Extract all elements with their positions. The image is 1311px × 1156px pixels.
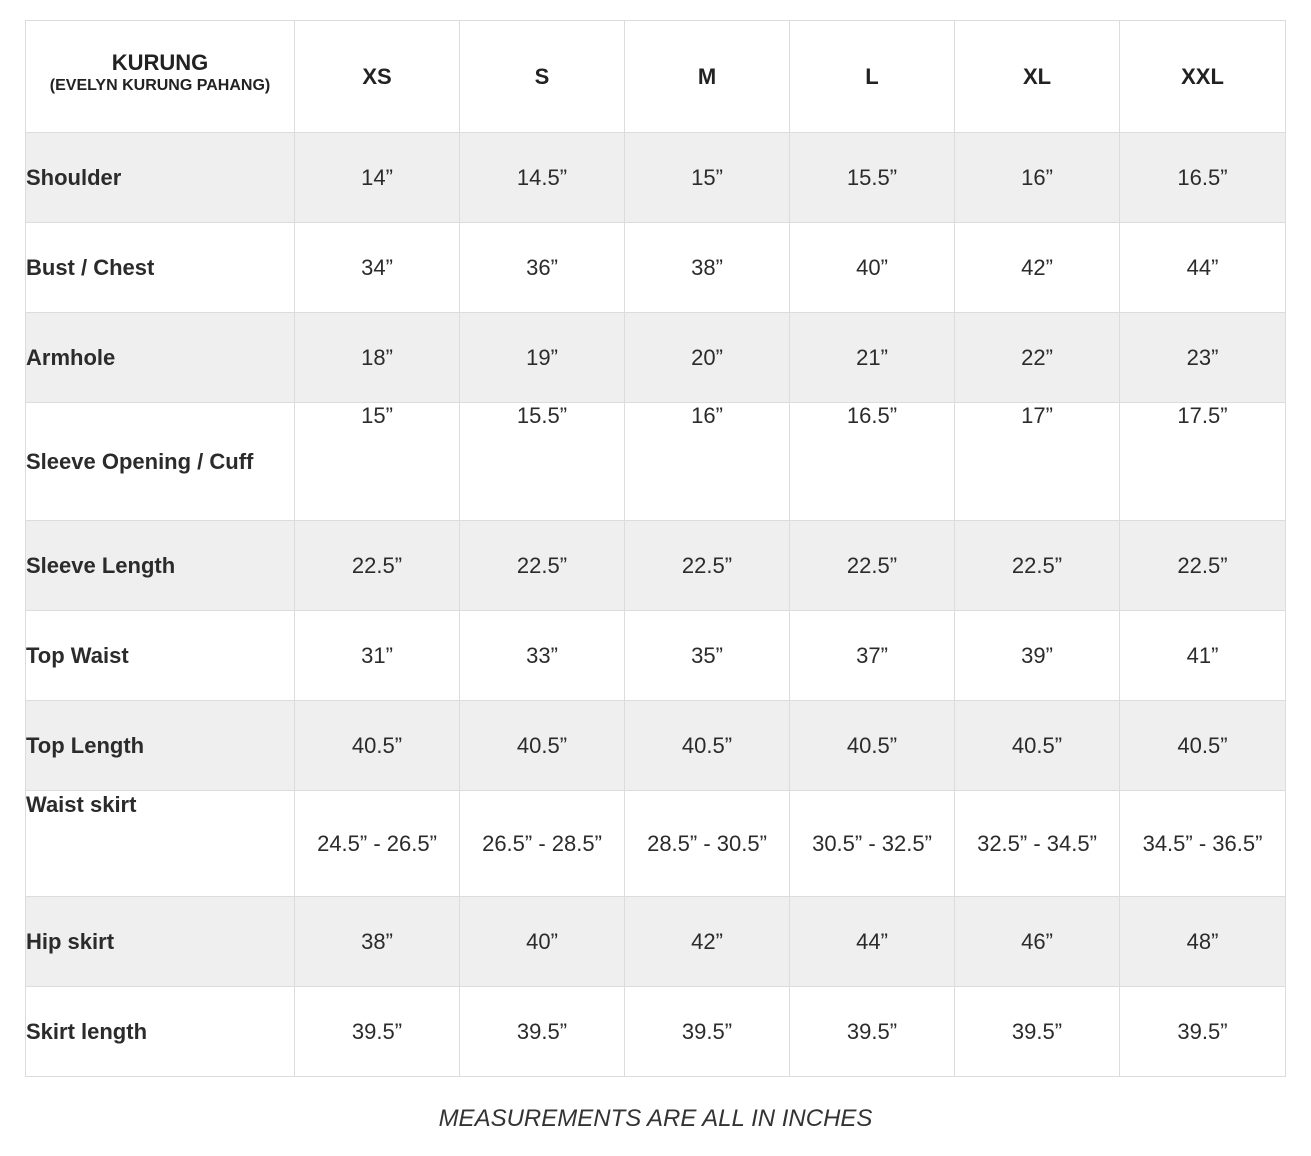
measurement-footnote: MEASUREMENTS ARE ALL IN INCHES (438, 1105, 873, 1132)
table-cell: 40.5” (790, 701, 955, 791)
table-cell: 16” (955, 133, 1120, 223)
table-row-skirt-length (26, 987, 1286, 1077)
table-row-top-length (26, 701, 1286, 791)
row-label: Armhole (26, 313, 295, 403)
table-cell: 19” (460, 313, 625, 403)
table-cell: 23” (1120, 313, 1286, 403)
table-row-waist-skirt (26, 791, 1286, 897)
table-row-hip-skirt (26, 897, 1286, 987)
table-cell: 16.5” (790, 403, 955, 521)
table-cell: 44” (790, 897, 955, 987)
table-cell: 18” (295, 313, 460, 403)
table-cell: 16.5” (1120, 133, 1286, 223)
table-cell: 42” (955, 223, 1120, 313)
table-cell: 16” (625, 403, 790, 521)
table-cell: 40.5” (460, 701, 625, 791)
table-cell: 36” (460, 223, 625, 313)
table-row-sleeve-opening (26, 403, 1286, 521)
table-cell: 38” (295, 897, 460, 987)
size-header-m: M (625, 21, 790, 133)
table-cell: 33” (460, 611, 625, 701)
table-cell: 48” (1120, 897, 1286, 987)
size-header-xl: XL (955, 21, 1120, 133)
row-label: Waist skirt (26, 791, 295, 897)
table-cell: 40” (790, 223, 955, 313)
table-cell: 17” (955, 403, 1120, 521)
table-title: KURUNG (111, 49, 209, 75)
table-cell: 37” (790, 611, 955, 701)
table-cell: 40.5” (955, 701, 1120, 791)
table-cell: 39.5” (1120, 987, 1286, 1077)
table-row-armhole (26, 313, 1286, 403)
table-cell: 35” (625, 611, 790, 701)
table-cell: 42” (625, 897, 790, 987)
table-cell: 39.5” (295, 987, 460, 1077)
size-chart-table (25, 20, 1286, 1077)
row-label: Sleeve Opening / Cuff (26, 403, 295, 521)
table-cell: 32.5” - 34.5” (955, 791, 1120, 897)
table-cell: 14.5” (460, 133, 625, 223)
table-cell: 30.5” - 32.5” (790, 791, 955, 897)
table-cell: 28.5” - 30.5” (625, 791, 790, 897)
table-cell: 20” (625, 313, 790, 403)
table-cell: 44” (1120, 223, 1286, 313)
row-label: Shoulder (26, 133, 295, 223)
table-cell: 22.5” (790, 521, 955, 611)
table-cell: 40” (460, 897, 625, 987)
table-cell: 15.5” (460, 403, 625, 521)
table-cell: 34” (295, 223, 460, 313)
table-cell: 22.5” (295, 521, 460, 611)
row-label: Sleeve Length (26, 521, 295, 611)
size-header-xxl: XXL (1120, 21, 1286, 133)
table-cell: 39.5” (955, 987, 1120, 1077)
table-cell: 15” (295, 403, 460, 521)
table-cell: 17.5” (1120, 403, 1286, 521)
table-row-shoulder (26, 133, 1286, 223)
table-row-bust-chest (26, 223, 1286, 313)
table-cell: 22.5” (460, 521, 625, 611)
row-label: Top Waist (26, 611, 295, 701)
table-cell: 39” (955, 611, 1120, 701)
size-header-l: L (790, 21, 955, 133)
table-cell: 39.5” (625, 987, 790, 1077)
table-cell: 22.5” (955, 521, 1120, 611)
size-header-s: S (460, 21, 625, 133)
table-cell: 24.5” - 26.5” (295, 791, 460, 897)
row-label: Bust / Chest (26, 223, 295, 313)
header-row (26, 21, 1286, 133)
row-label: Skirt length (26, 987, 295, 1077)
table-subtitle: (EVELYN KURUNG PAHANG) (49, 76, 271, 94)
table-cell: 34.5” - 36.5” (1120, 791, 1286, 897)
table-cell: 40.5” (625, 701, 790, 791)
row-label: Hip skirt (26, 897, 295, 987)
table-cell: 15.5” (790, 133, 955, 223)
table-cell: 26.5” - 28.5” (460, 791, 625, 897)
table-cell: 39.5” (790, 987, 955, 1077)
table-cell: 38” (625, 223, 790, 313)
table-cell: 14” (295, 133, 460, 223)
table-cell: 46” (955, 897, 1120, 987)
table-cell: 22” (955, 313, 1120, 403)
table-row-sleeve-length (26, 521, 1286, 611)
table-cell: 41” (1120, 611, 1286, 701)
table-cell: 40.5” (1120, 701, 1286, 791)
table-cell: 21” (790, 313, 955, 403)
table-cell: 39.5” (460, 987, 625, 1077)
table-title-cell (26, 21, 295, 133)
table-row-top-waist (26, 611, 1286, 701)
table-cell: 15” (625, 133, 790, 223)
table-cell: 22.5” (1120, 521, 1286, 611)
table-cell: 22.5” (625, 521, 790, 611)
size-header-xs: XS (295, 21, 460, 133)
row-label: Top Length (26, 701, 295, 791)
table-cell: 40.5” (295, 701, 460, 791)
table-cell: 31” (295, 611, 460, 701)
